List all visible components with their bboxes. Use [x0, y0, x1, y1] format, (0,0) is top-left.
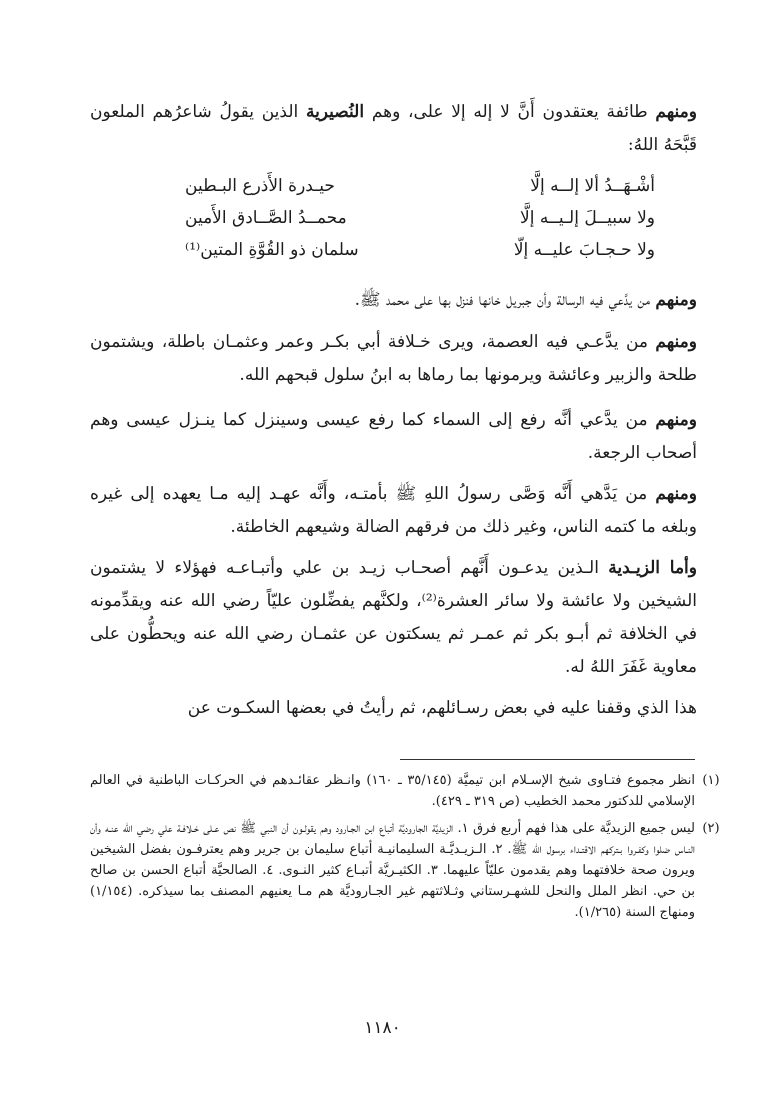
footnote-text: انظر مجموع فتـاوى شيخ الإسـلام ابن تيميَّة (٣٥/١٤٥ ـ ١٦٠) وانـظر عقائـدهم في الحركـات الباطنية في العالم الإسلامي للدكتور محمد الخطيب (ص ٣١٩ ـ ٤٢٩). — [90, 773, 695, 809]
poem-hemistich-second: حيـدرة الأَذرع البـطين — [185, 176, 335, 196]
paragraph-lead: ومنهم — [655, 484, 697, 504]
paragraph-lead: ومنهم — [655, 332, 697, 352]
paragraph-lead: وأما الزيـدية — [608, 558, 697, 578]
paragraph-wasiyya — [90, 478, 697, 544]
poem-hemistich-second: سلمان ذو القُوَّةِ المتين⁽¹⁾ — [185, 240, 359, 260]
paragraph-text: من يدَّعي أنَّه رفع إلى السماء كما رفع عيسى وسينزل كما ينـزل عيسى وهم أصحاب الرجعة. — [90, 410, 697, 463]
footnote-text: ليس جميع الزيديَّة على هذا فهم أربع فرق ١. الزيديَّة الجاروديَّة أتباع ابن الجـارود وهم يقولـون أن النبي ﷺ نص عـلى خـلافـة علي رضي الله عنـه وأن النـاس ضلوا وكفـروا بـتركهم الاقتـداء برسول الله ﷺ. ٢. الـزيـديَّـة السليمانيـة أتباع سليمان بن جرير وهم يعترفـون بفضل الشيخين ويرون صحة خلافتهما وهم يقدمون عليّاً عليهما. ٣. الكثيـريَّة أتبـاع كثير النـوى. ٤. الصالحيَّة أتباع الحسن بن صالح بن حي. انظر الملل والنحل للشهـرستاني وثـلاثتهم غير الجـاروديَّة هم مـا يعنيهم المصنف بما سيذكره. (١/١٥٤) ومنهاج السنة (١/٢٦٥). — [90, 821, 695, 920]
footnote-number: (١) — [702, 773, 720, 788]
paragraph-lead: ومنهم — [655, 410, 697, 430]
paragraph-lead: ومنهم — [655, 102, 697, 122]
paragraph-nusayriyya — [90, 96, 697, 162]
paragraph-lead: ومنهم — [655, 290, 697, 310]
paragraph-zaydiyya — [90, 552, 697, 684]
footnote-1 — [90, 770, 720, 812]
poem-hemistich-first: ولا حـجـابَ عليــه إلّا — [513, 240, 655, 260]
paragraph-text: من يدَّعـي فيه العصمة، ويرى خـلافة أبي بكـر وعمر وعثمـان باطلة، ويشتمون طلحة والزبير وعائشة ويرمونها بما رماها به ابنُ سلول قبحهم الله. — [90, 332, 697, 385]
poem-hemistich-first: أشْـهَــدُ ألا إلــه إلَّا — [530, 176, 655, 196]
footnote-number: (٢) — [702, 821, 720, 836]
poem-hemistich-second: محمــدُ الصَّــادق الأَمين — [185, 208, 347, 228]
paragraph-text: هذا الذي وقفنا عليه في بعض رسـائلهم، ثم رأيتُ في بعضها السكـوت عن — [187, 698, 697, 718]
poem-verse — [185, 208, 655, 238]
sect-name: النُصيرية — [305, 102, 365, 122]
paragraph-text: طائفة يعتقدون أَنَّ لا إله إلا على، وهم — [364, 102, 656, 122]
paragraph-raj-a — [90, 404, 697, 470]
footnote-2 — [90, 818, 720, 923]
footnote-separator — [400, 759, 695, 760]
paragraph-infallibility — [90, 326, 697, 392]
paragraph-messenger-claim — [90, 284, 697, 317]
page-number: ١١٨٠ — [364, 1018, 401, 1038]
poem-verse — [185, 240, 655, 270]
poem-hemistich-first: ولا سبيــلَ إلـيــه إلَّا — [520, 208, 655, 228]
paragraph-text: من يدَّعي فيه الرسالة وأن جبريل خانها فنزل بها على محمد ﷺ. — [354, 290, 656, 310]
paragraph-text: الذين يقولُ شاعرُهم الملعون قَبَّحَهُ اللهُ: — [90, 102, 697, 155]
paragraph-text: الـذين يدعـون أَنَّهم أصحـاب زيـد بن علي وأتبـاعـه فهؤلاء لا يشتمون الشيخين ولا عائشة ولا سائر العشرة⁽²⁾، ولكنَّهم يفضِّلون عليّاً رضي الله عنه ويقدِّمونه في الخلافة ثم أبـو بكر ثم عمـر ثم يسكتون عن عثمـان رضي الله عنه ويحطُّون على معاوية غَفَرَ اللهُ له. — [90, 558, 697, 677]
paragraph-text: من يَدَّهي أَنَّه وَصَّى رسولُ اللهِ ﷺ بأمتـه، وأَنَّه عهـد إليه مـا يعهده إلى غيره وبلغه ما كتمه الناس، وغير ذلك من فرقهم الضالة وشيعهم الخاطئة. — [90, 484, 697, 537]
paragraph-closing — [90, 692, 697, 725]
poem-verse — [185, 176, 655, 206]
